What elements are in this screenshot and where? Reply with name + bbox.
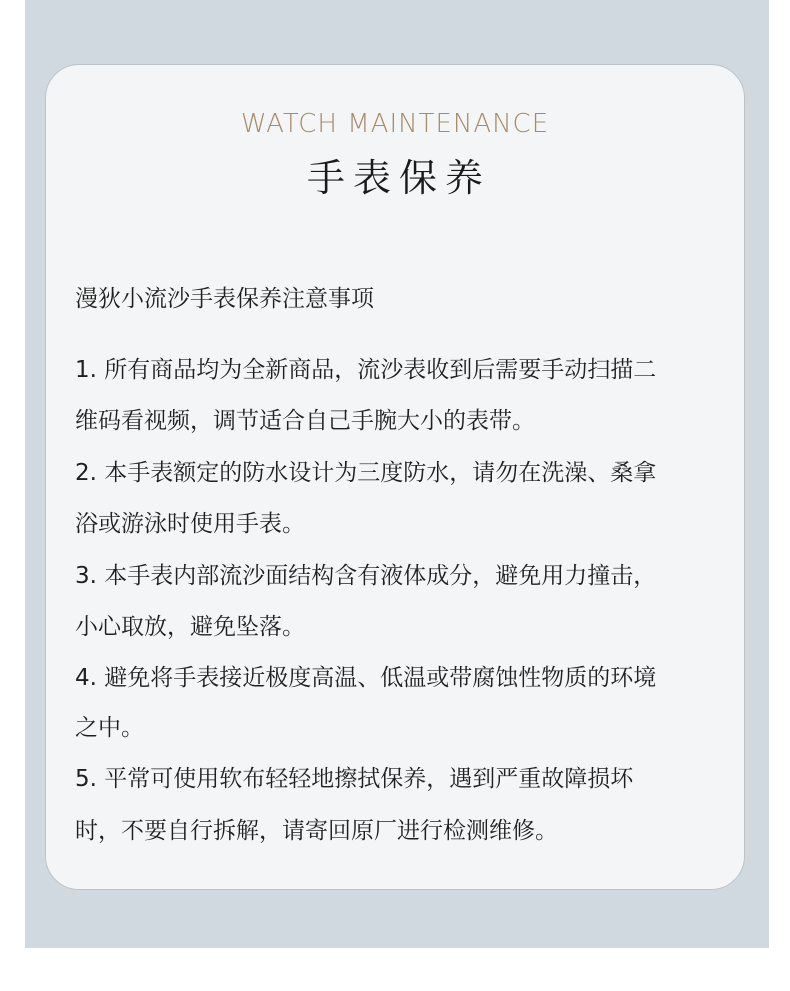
notice-line: 3. 本手表内部流沙面结构含有液体成分，避免用力撞击， — [75, 563, 657, 589]
page-title: 手表保养 — [306, 156, 491, 200]
section-eyebrow: WATCH MAINTENANCE — [240, 109, 550, 139]
notice-heading: 漫狄小流沙手表保养注意事项 — [75, 286, 374, 312]
notice-line: 小心取放，避免坠落。 — [75, 614, 305, 640]
notice-line: 时，不要自行拆解，请寄回原厂进行检测维修。 — [75, 818, 558, 844]
notice-line: 2. 本手表额定的防水设计为三度防水，请勿在洗澡、桑拿 — [75, 460, 657, 486]
notice-line: 1. 所有商品均为全新商品，流沙表收到后需要手动扫描二 — [75, 357, 657, 383]
notice-line: 维码看视频，调节适合自己手腕大小的表带。 — [75, 408, 535, 434]
notice-line: 4. 避免将手表接近极度高温、低温或带腐蚀性物质的环境 — [75, 665, 657, 691]
notice-line: 之中。 — [75, 715, 144, 741]
notice-line: 浴或游泳时使用手表。 — [75, 511, 305, 537]
notice-line: 5. 平常可使用软布轻轻地擦拭保养，遇到严重故障损坏 — [75, 766, 634, 792]
